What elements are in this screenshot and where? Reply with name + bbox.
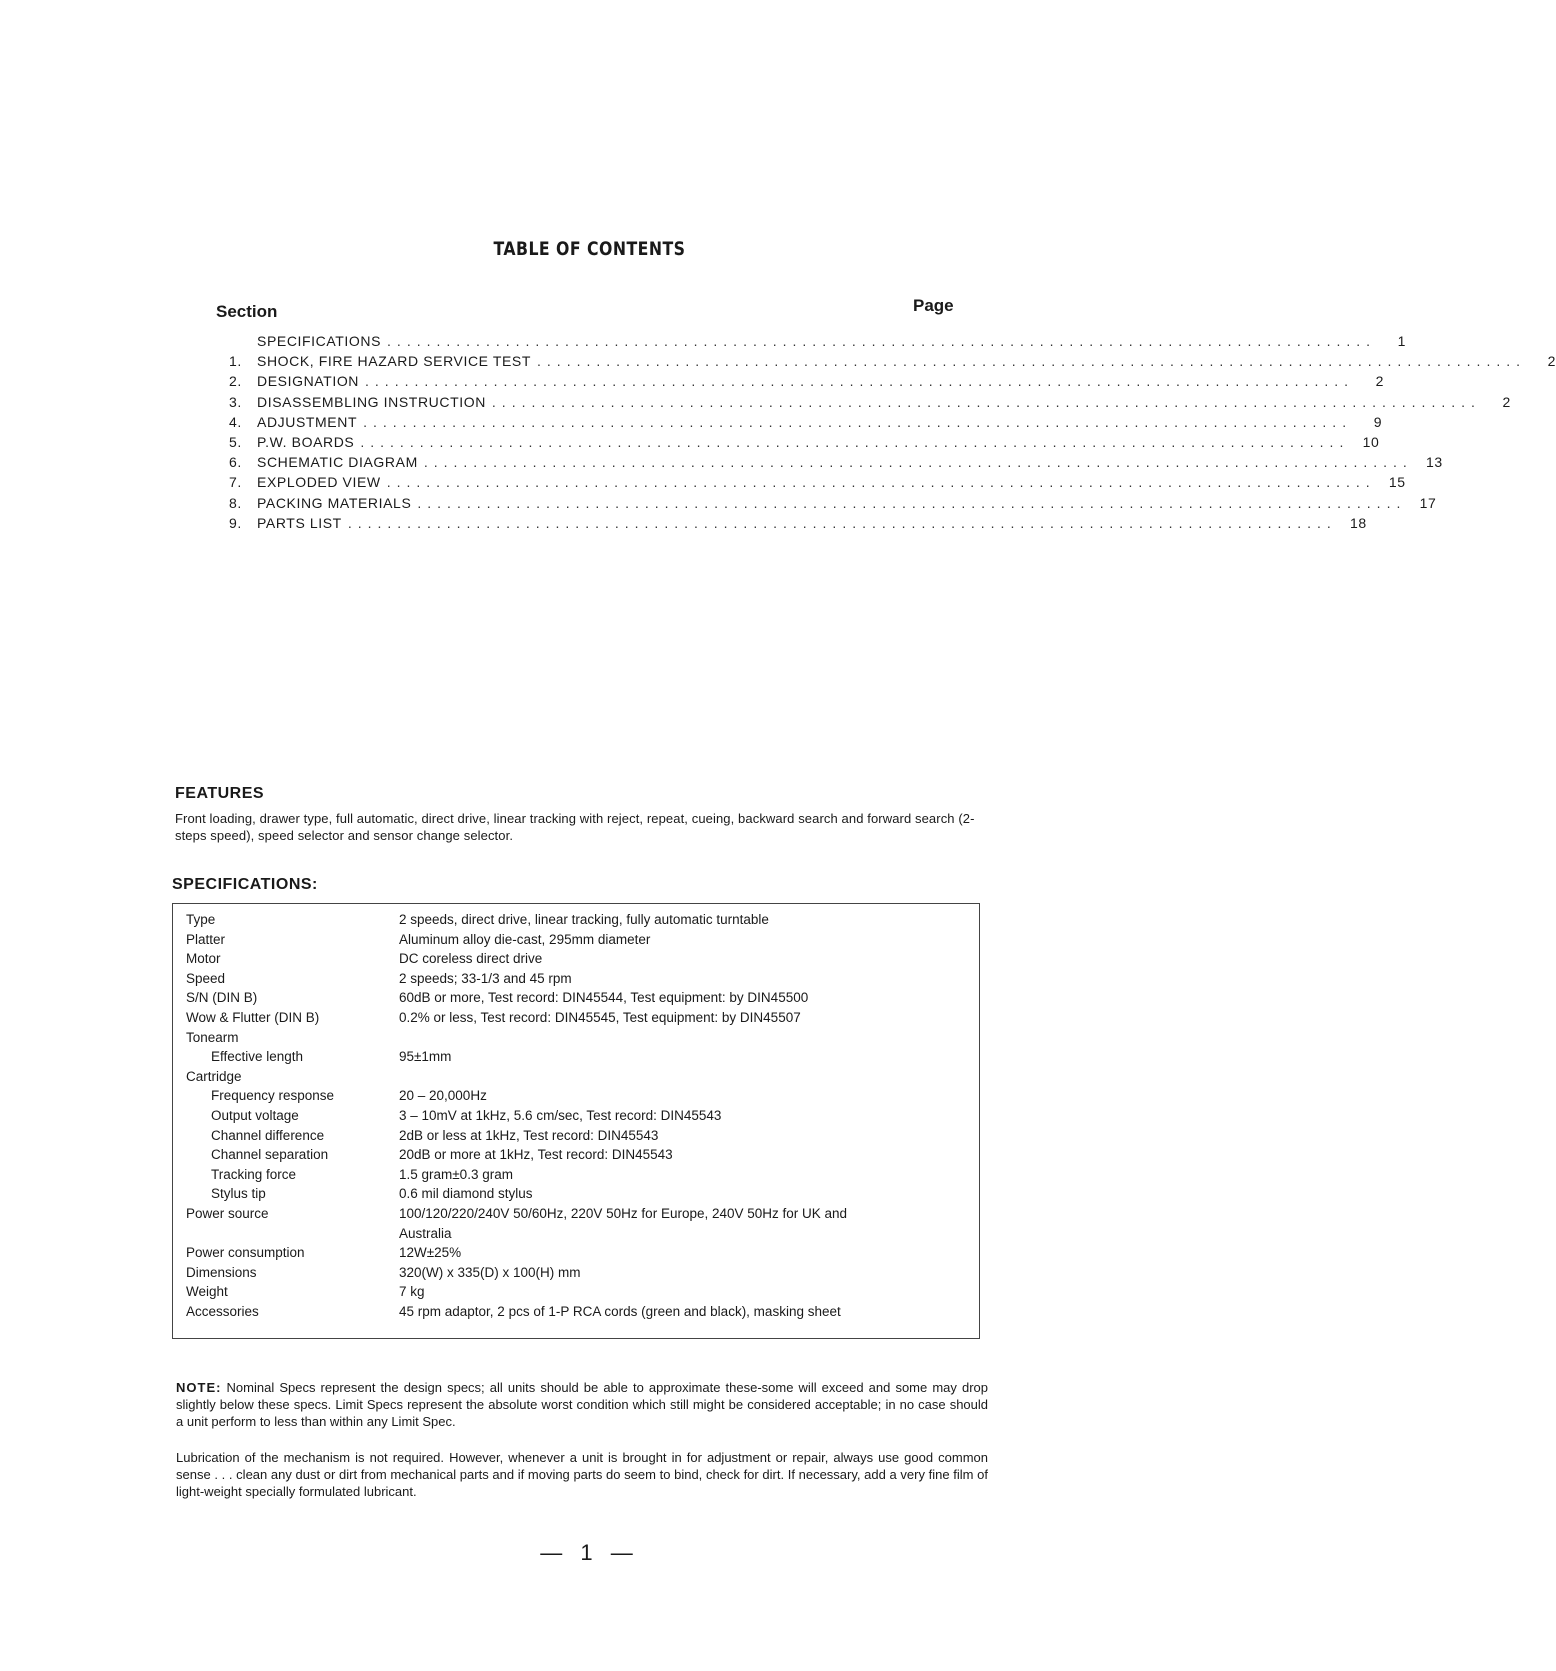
- spec-value: 7 kg: [399, 1284, 425, 1300]
- toc-entry: [229, 494, 1437, 515]
- toc-entry-page: 15: [1388, 474, 1406, 491]
- toc-entry: [229, 454, 1443, 474]
- spec-label: Platter: [186, 931, 226, 947]
- spec-label: Channel separation: [211, 1147, 329, 1163]
- toc-entry-number: 6.: [229, 454, 242, 471]
- spec-row: [186, 969, 971, 989]
- toc-title: TABLE OF CONTENTS: [493, 238, 686, 260]
- spec-value: 320(W) x 335(D) x 100(H) mm: [399, 1264, 581, 1280]
- toc-leader-dots: ....................................................................................................: [423, 454, 1413, 471]
- specifications-table: [172, 903, 980, 1339]
- spec-value: Aluminum alloy die-cast, 295mm diameter: [399, 931, 651, 947]
- spec-row: [186, 1184, 971, 1204]
- spec-row: [186, 1263, 971, 1283]
- features-title: FEATURES: [175, 785, 265, 802]
- spec-label: Speed: [186, 970, 226, 986]
- spec-label: Tracking force: [211, 1166, 297, 1182]
- spec-value: 1.5 gram±0.3 gram: [399, 1166, 513, 1182]
- spec-list: [186, 910, 971, 1321]
- specifications-title: SPECIFICATIONS:: [172, 876, 318, 893]
- spec-row: [186, 1028, 971, 1048]
- toc-entry-number: 1.: [229, 353, 242, 370]
- toc-entry: [229, 353, 1556, 373]
- toc-entry-page: 2: [1547, 353, 1556, 370]
- page-number: — 1 —: [540, 1540, 639, 1565]
- spec-row: [186, 1086, 971, 1106]
- toc-entry: [229, 433, 1380, 454]
- spec-value: 12W±25%: [399, 1245, 462, 1261]
- spec-row: [186, 988, 971, 1008]
- toc-leader-dots: ....................................................................................................: [386, 474, 1376, 491]
- toc-entry-page: 2: [1502, 393, 1511, 410]
- toc-entry-page: 1: [1397, 333, 1407, 349]
- toc-entry-label: PARTS LIST: [257, 514, 342, 531]
- toc-entry-label: DESIGNATION: [257, 373, 360, 390]
- spec-row: [186, 1106, 971, 1126]
- toc-entry-number: 8.: [229, 494, 242, 511]
- note-text: Nominal Specs represent the design specs; all units should be able to approximate these-some will exceed and some may drop slightly below these specs. Limit Specs represent the absolute worst condition which still might be considered acceptable; in no case should a unit perform to less than within any Limit Spec.: [176, 1380, 988, 1429]
- spec-row: [186, 1282, 971, 1302]
- spec-label: [186, 1224, 399, 1244]
- toc-entry: [229, 373, 1384, 393]
- spec-row: [186, 1302, 971, 1322]
- spec-value: 95±1mm: [399, 1049, 452, 1065]
- spec-row: [186, 1047, 971, 1067]
- spec-label: Dimensions: [186, 1264, 257, 1280]
- spec-value: 2 speeds; 33-1/3 and 45 rpm: [399, 970, 572, 986]
- spec-row: [186, 1165, 971, 1185]
- spec-row: [186, 1224, 971, 1244]
- toc-entry-label: DISASSEMBLING INSTRUCTION: [257, 393, 486, 410]
- spec-label: Tonearm: [186, 1029, 239, 1045]
- toc-leader-dots: ....................................................................................................: [347, 514, 1337, 531]
- toc-leader-dots: ....................................................................................................: [363, 413, 1353, 430]
- spec-label: Effective length: [211, 1049, 304, 1065]
- toc-entry: [229, 393, 1511, 414]
- spec-value: 100/120/220/240V 50/60Hz, 220V 50Hz for Europe, 240V 50Hz for UK and: [399, 1205, 848, 1221]
- spec-value: 0.6 mil diamond stylus: [399, 1186, 533, 1202]
- spec-value: 20 – 20,000Hz: [399, 1088, 487, 1104]
- spec-label: Accessories: [186, 1303, 259, 1319]
- toc-entry: [229, 474, 1406, 494]
- toc-leader-dots: ....................................................................................................: [537, 353, 1526, 370]
- toc-entry-label: SPECIFICATIONS: [257, 333, 382, 349]
- lubrication-paragraph: Lubrication of the mechanism is not required. However, whenever a unit is brought in for adjustment or repair, always use good common sense . . . clean any dust or dirt from mechanical parts and if moving parts do seem to bind, check for dirt. If necessary, add a very fine film of light-weight specially formulated lubricant.: [176, 1450, 988, 1499]
- toc-entry-page: 2: [1375, 373, 1384, 390]
- spec-label: Type: [186, 912, 216, 927]
- toc-entry-number: 3.: [229, 393, 242, 410]
- toc-page-header: Page: [913, 296, 954, 315]
- toc-entry-page: 10: [1362, 433, 1380, 450]
- spec-label: Motor: [186, 951, 221, 967]
- toc-entry: [229, 413, 1383, 434]
- spec-label: Cartridge: [186, 1068, 242, 1084]
- spec-label: Power source: [186, 1205, 269, 1221]
- toc-entry-label: PACKING MATERIALS: [257, 494, 412, 511]
- spec-label: Stylus tip: [211, 1186, 266, 1202]
- note-paragraph: [176, 1379, 988, 1430]
- toc-leader-dots: ....................................................................................................: [360, 433, 1350, 450]
- toc-entry: [229, 514, 1367, 535]
- toc-entry-number: 2.: [229, 373, 242, 390]
- spec-row: [186, 930, 971, 950]
- toc-section-header: Section: [216, 302, 278, 321]
- spec-value: 60dB or more, Test record: DIN45544, Test equipment: by DIN45500: [399, 990, 809, 1006]
- spec-value: [399, 1028, 971, 1048]
- toc-list: [229, 333, 1556, 535]
- spec-label: Channel difference: [211, 1127, 325, 1143]
- toc-entry-page: 9: [1373, 413, 1383, 430]
- toc-entry-number: 5.: [229, 433, 242, 450]
- spec-value: DC coreless direct drive: [399, 951, 543, 967]
- spec-row: [186, 1126, 971, 1146]
- toc-leader-dots: ....................................................................................................: [417, 494, 1407, 511]
- spec-label: S/N (DIN B): [186, 990, 258, 1006]
- spec-row: [186, 1067, 971, 1087]
- spec-row: [186, 1204, 971, 1224]
- spec-label: Output voltage: [211, 1107, 299, 1123]
- toc-entry-number: 4.: [229, 413, 242, 430]
- spec-row: [186, 949, 971, 969]
- spec-label: Power consumption: [186, 1245, 305, 1261]
- spec-label: Weight: [186, 1284, 228, 1300]
- spec-row: [186, 910, 971, 930]
- toc-leader-dots: ....................................................................................................: [387, 333, 1377, 349]
- toc-entry-label: ADJUSTMENT: [257, 413, 358, 430]
- spec-row: [186, 1145, 971, 1165]
- spec-label: Wow & Flutter (DIN B): [186, 1009, 320, 1025]
- spec-row: [186, 1243, 971, 1263]
- toc-entry: [229, 333, 1407, 353]
- toc-entry-page: 18: [1350, 514, 1367, 531]
- spec-label: Frequency response: [211, 1088, 335, 1104]
- toc-entry-label: EXPLODED VIEW: [257, 474, 381, 491]
- note-label: NOTE:: [176, 1380, 222, 1395]
- spec-value: 0.2% or less, Test record: DIN45545, Test equipment: by DIN45507: [399, 1009, 801, 1025]
- spec-value: 20dB or more at 1kHz, Test record: DIN45543: [399, 1147, 673, 1163]
- spec-row: [186, 1008, 971, 1028]
- spec-value: 3 – 10mV at 1kHz, 5.6 cm/sec, Test record: DIN45543: [399, 1107, 722, 1123]
- spec-value: 2dB or less at 1kHz, Test record: DIN45543: [399, 1127, 659, 1143]
- toc-entry-label: SHOCK, FIRE HAZARD SERVICE TEST: [257, 353, 532, 370]
- features-text: Front loading, drawer type, full automatic, direct drive, linear tracking with reject, repeat, cueing, backward search and forward search (2-steps speed), speed selector and sensor change selector.: [175, 811, 975, 843]
- spec-value: 45 rpm adaptor, 2 pcs of 1-P RCA cords (green and black), masking sheet: [399, 1303, 841, 1319]
- toc-entry-label: SCHEMATIC DIAGRAM: [257, 454, 418, 471]
- toc-entry-page: 13: [1426, 454, 1443, 471]
- spec-value: 2 speeds, direct drive, linear tracking, fully automatic turntable: [399, 912, 769, 927]
- spec-value: [399, 1067, 971, 1087]
- toc-entry-number: 9.: [229, 514, 242, 531]
- toc-leader-dots: ....................................................................................................: [365, 373, 1354, 390]
- spec-value: Australia: [399, 1225, 452, 1241]
- toc-entry-number: 7.: [229, 474, 242, 491]
- toc-entry-page: 17: [1419, 494, 1437, 511]
- toc-leader-dots: ....................................................................................................: [491, 393, 1481, 410]
- toc-entry-label: P.W. BOARDS: [257, 433, 355, 450]
